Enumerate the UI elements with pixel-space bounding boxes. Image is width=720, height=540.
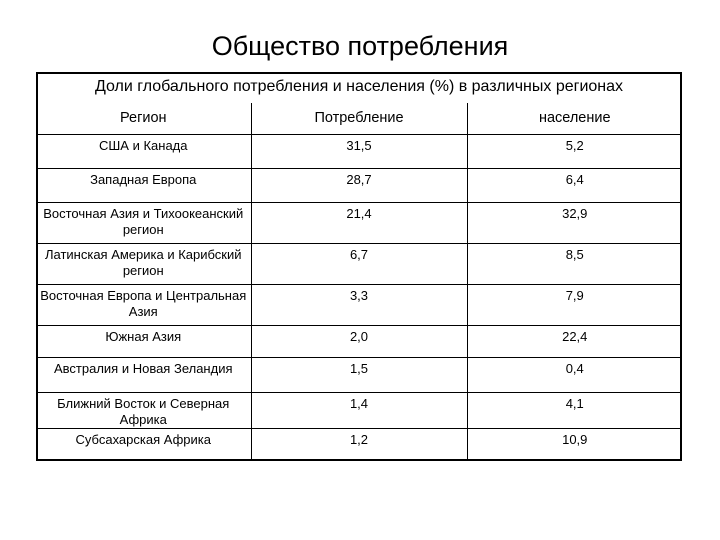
region-cell: Латинская Америка и Карибский регион [36, 243, 251, 284]
population-cell: 32,9 [467, 202, 682, 243]
region-cell: Ближний Восток и Северная Африка [36, 392, 251, 428]
region-cell: Восточная Азия и Тихоокеанский регион [36, 202, 251, 243]
consumption-cell: 1,2 [251, 428, 467, 461]
table-row [36, 428, 682, 461]
consumption-cell: 1,5 [251, 357, 467, 392]
consumption-cell: 21,4 [251, 202, 467, 243]
table-header-row [36, 103, 682, 134]
consumption-cell: 3,3 [251, 284, 467, 325]
table-row [36, 284, 682, 325]
table-row [36, 357, 682, 392]
table-row [36, 392, 682, 428]
table-row [36, 325, 682, 357]
region-cell: Западная Европа [36, 168, 251, 202]
consumption-table [36, 103, 682, 461]
table-row [36, 243, 682, 284]
consumption-cell: 6,7 [251, 243, 467, 284]
header-region: Регион [36, 103, 251, 134]
table-row [36, 202, 682, 243]
population-cell: 0,4 [467, 357, 682, 392]
header-population: население [467, 103, 682, 134]
region-cell: Субсахарская Африка [36, 428, 251, 461]
population-cell: 8,5 [467, 243, 682, 284]
consumption-cell: 1,4 [251, 392, 467, 428]
consumption-cell: 2,0 [251, 325, 467, 357]
population-cell: 22,4 [467, 325, 682, 357]
population-cell: 10,9 [467, 428, 682, 461]
population-cell: 6,4 [467, 168, 682, 202]
population-cell: 5,2 [467, 134, 682, 168]
table-caption: Доли глобального потребления и населения (%) в различных регионах [94, 78, 624, 95]
table-row [36, 134, 682, 168]
consumption-cell: 28,7 [251, 168, 467, 202]
region-cell: Восточная Европа и Центральная Азия [36, 284, 251, 325]
region-cell: США и Канада [36, 134, 251, 168]
population-cell: 7,9 [467, 284, 682, 325]
slide-title: Общество потребления [211, 31, 509, 61]
population-cell: 4,1 [467, 392, 682, 428]
table-row [36, 168, 682, 202]
region-cell: Южная Азия [36, 325, 251, 357]
region-cell: Австралия и Новая Зеландия [36, 357, 251, 392]
consumption-cell: 31,5 [251, 134, 467, 168]
header-consumption: Потребление [251, 103, 467, 134]
